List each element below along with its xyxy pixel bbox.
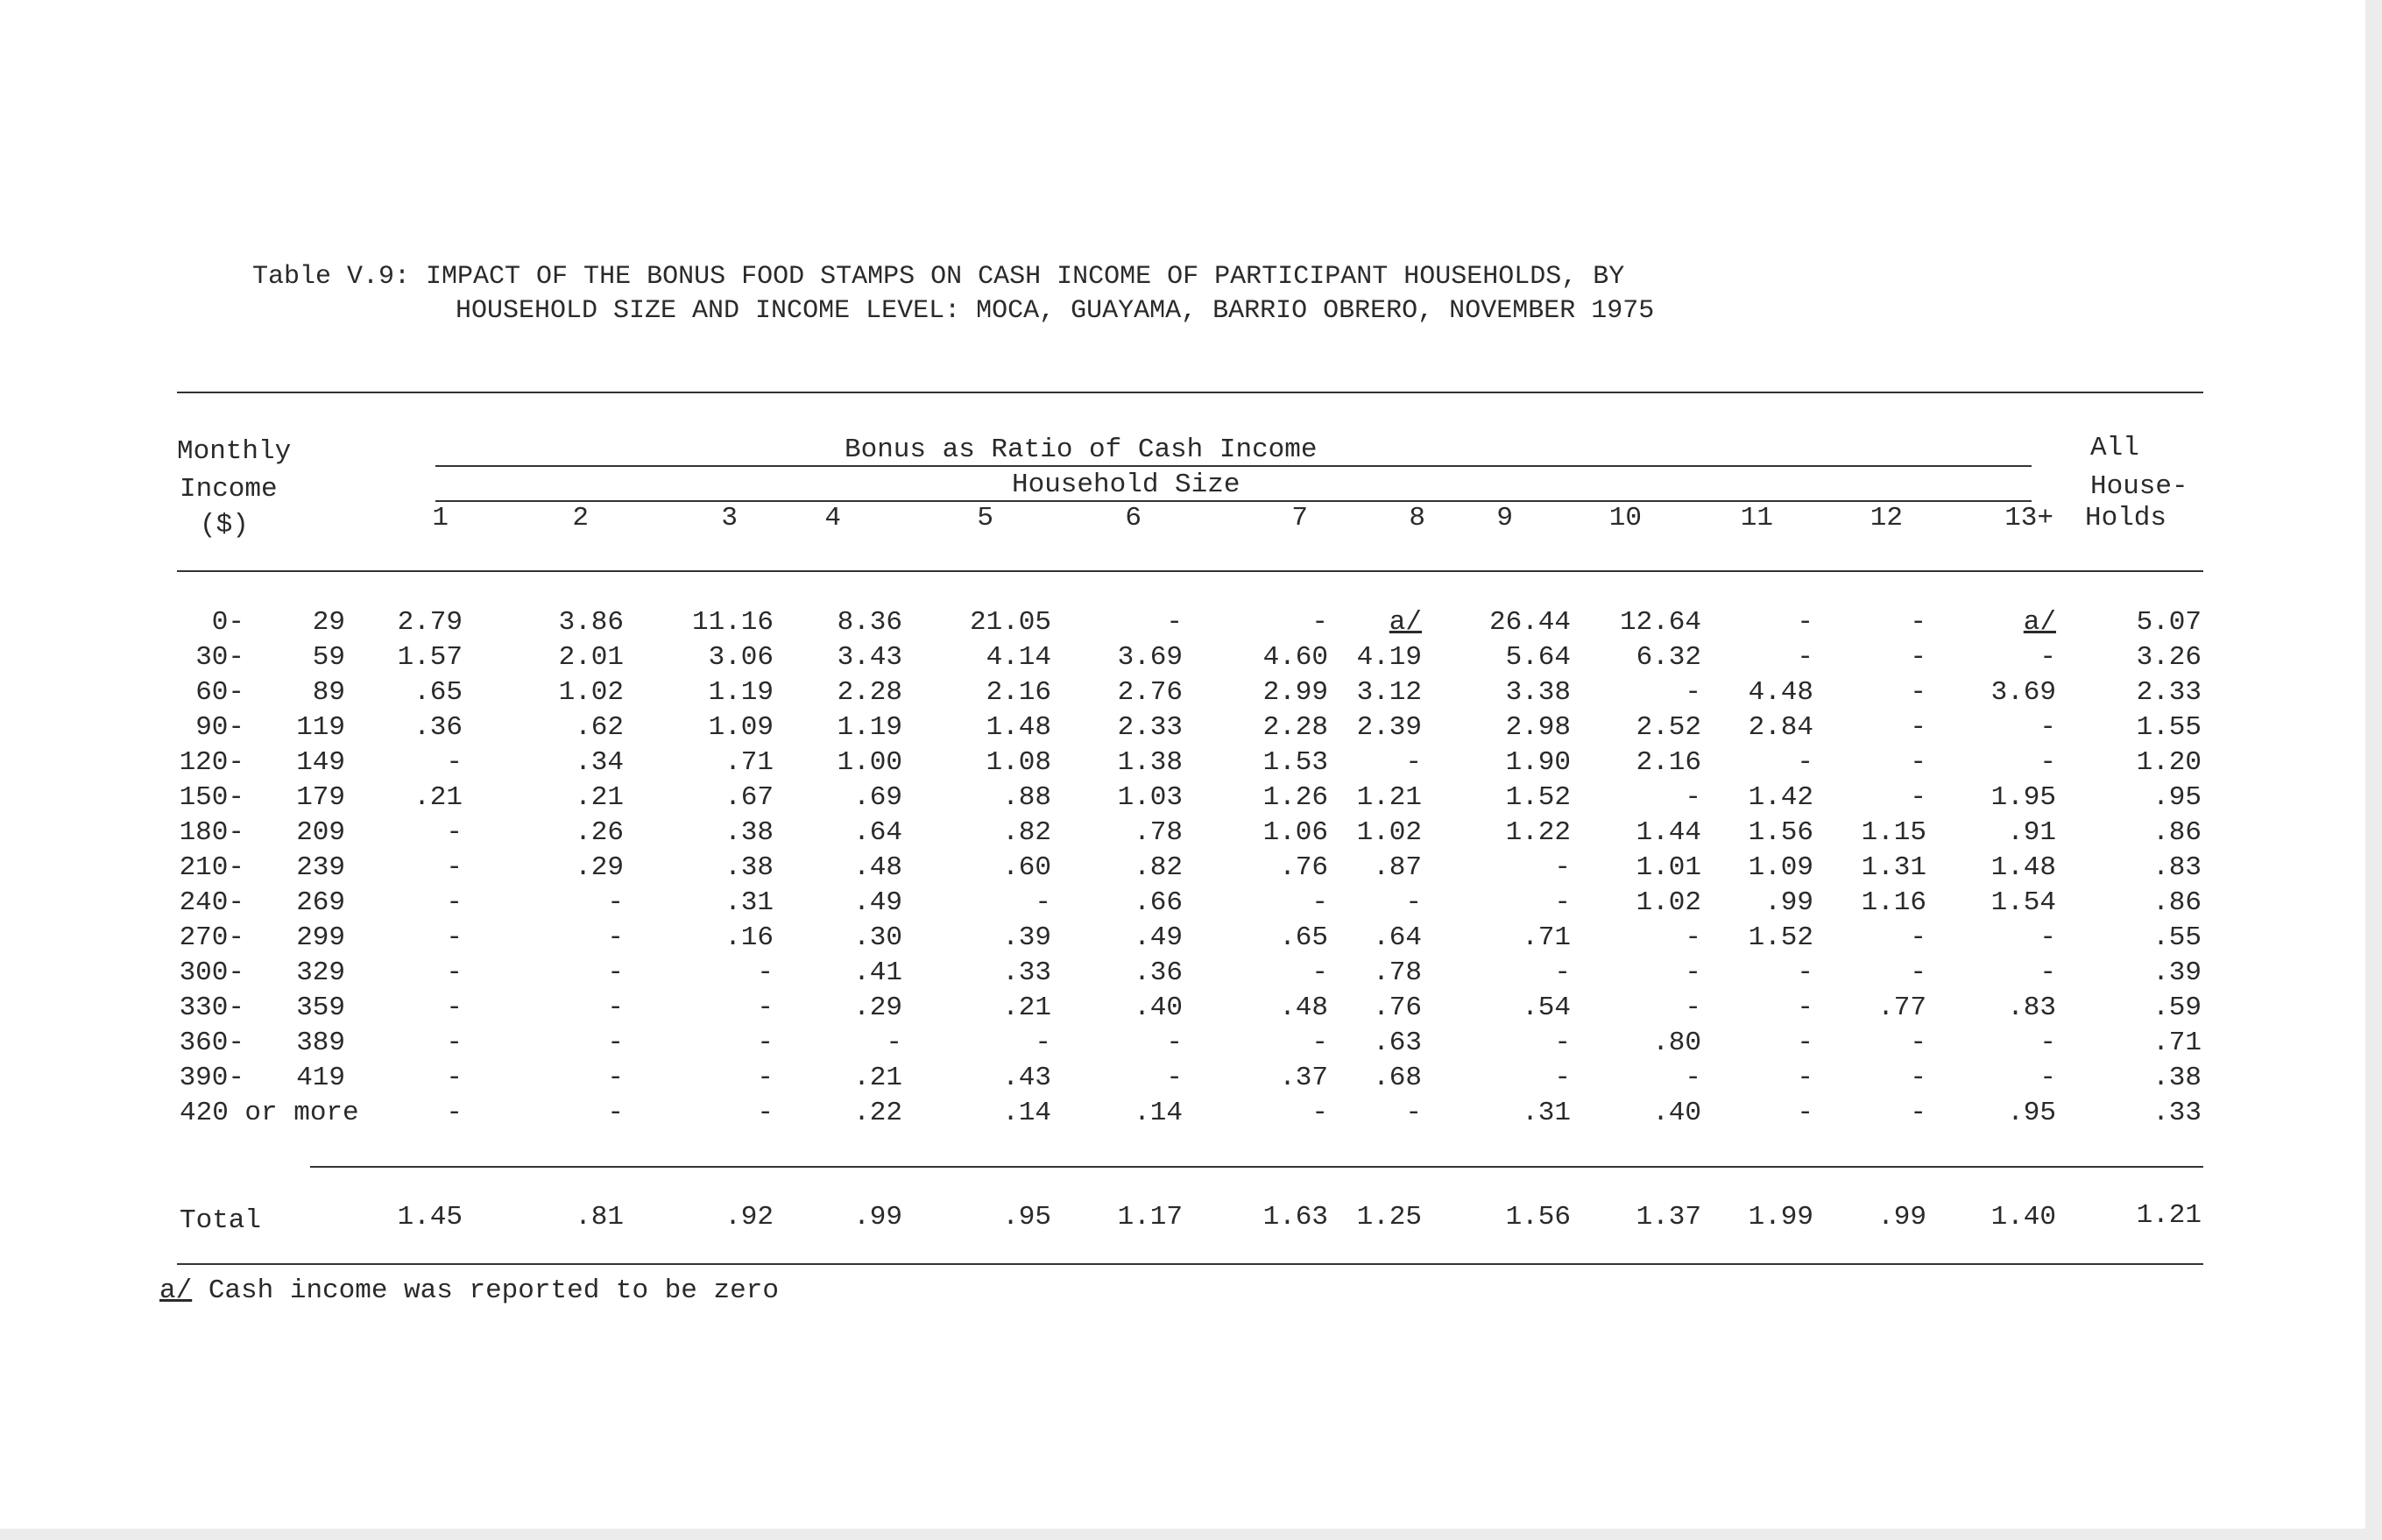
table-cell: - <box>1554 1063 1571 1093</box>
table-cell: - <box>1035 887 1051 918</box>
table-cell: 1.02 <box>1356 817 1422 848</box>
column-header-4: 4 <box>824 503 841 533</box>
table-cell: - <box>1554 957 1571 988</box>
row-income-from: 390- <box>179 1063 244 1093</box>
column-header-8: 8 <box>1409 503 1425 533</box>
row-income-to: 119 <box>296 712 345 743</box>
table-cell: 1.26 <box>1262 782 1328 813</box>
table-cell: a/ <box>1389 607 1422 638</box>
table-cell: .40 <box>1652 1098 1701 1128</box>
table-cell: 2.16 <box>1636 747 1701 778</box>
table-cell: .21 <box>575 782 624 813</box>
table-cell: .64 <box>1373 922 1422 953</box>
all-households-cell: .38 <box>2152 1063 2202 1093</box>
row-income-to: 149 <box>296 747 345 778</box>
table-cell: - <box>757 993 774 1023</box>
table-cell: - <box>1554 887 1571 918</box>
row-income-to: 419 <box>296 1063 345 1093</box>
table-cell: .65 <box>413 677 463 708</box>
total-cell: 1.17 <box>1117 1202 1183 1233</box>
top-rule <box>177 392 2203 393</box>
table-cell: 3.43 <box>837 642 902 673</box>
table-cell: 1.09 <box>1748 852 1813 883</box>
table-cell: - <box>1910 642 1926 673</box>
table-cell: 2.79 <box>397 607 463 638</box>
header-bottom-rule <box>177 570 2203 572</box>
table-cell: - <box>1311 957 1328 988</box>
table-cell: 1.56 <box>1748 817 1813 848</box>
table-cell: 1.15 <box>1861 817 1926 848</box>
row-income-to: 389 <box>296 1028 345 1058</box>
table-cell: 1.19 <box>708 677 774 708</box>
table-cell: - <box>757 1028 774 1058</box>
table-cell: .29 <box>575 852 624 883</box>
page-edge-bottom <box>0 1529 2382 1540</box>
table-cell: - <box>1311 1028 1328 1058</box>
table-cell: .64 <box>853 817 902 848</box>
row-income-label: 420 or more <box>180 1098 359 1128</box>
table-cell: .21 <box>853 1063 902 1093</box>
table-cell: .87 <box>1373 852 1422 883</box>
table-cell: .77 <box>1877 993 1926 1023</box>
table-cell: 1.90 <box>1505 747 1571 778</box>
table-cell: .65 <box>1279 922 1328 953</box>
table-cell: 2.52 <box>1636 712 1701 743</box>
table-cell: .21 <box>413 782 463 813</box>
table-cell: - <box>1910 607 1926 638</box>
table-cell: 2.39 <box>1356 712 1422 743</box>
total-cell: 1.63 <box>1262 1202 1328 1233</box>
table-cell: .62 <box>575 712 624 743</box>
table-cell: .71 <box>724 747 774 778</box>
table-cell: - <box>886 1028 902 1058</box>
row-income-from: 120- <box>179 747 244 778</box>
all-header-line3: Holds <box>2085 503 2167 533</box>
table-cell: .33 <box>1002 957 1051 988</box>
table-cell: .49 <box>1134 922 1183 953</box>
table-cell: - <box>607 1028 624 1058</box>
table-cell: - <box>1685 1063 1701 1093</box>
table-cell: - <box>446 922 463 953</box>
table-cell: - <box>446 747 463 778</box>
all-header-line2: House- <box>2090 471 2188 502</box>
table-cell: - <box>446 817 463 848</box>
table-cell: .67 <box>724 782 774 813</box>
total-cell: .99 <box>853 1202 902 1233</box>
table-cell: 5.64 <box>1505 642 1571 673</box>
table-cell: 6.32 <box>1636 642 1701 673</box>
table-cell: - <box>1910 782 1926 813</box>
table-cell: .22 <box>853 1098 902 1128</box>
table-cell: 1.38 <box>1117 747 1183 778</box>
row-label-header-line3: ($) <box>200 510 249 540</box>
row-income-to: 29 <box>312 607 345 638</box>
table-cell: - <box>607 1098 624 1128</box>
table-cell: - <box>757 957 774 988</box>
table-cell: 4.14 <box>986 642 1051 673</box>
table-cell: 2.98 <box>1505 712 1571 743</box>
table-cell: 8.36 <box>837 607 902 638</box>
table-cell: 4.48 <box>1748 677 1813 708</box>
table-cell: .48 <box>853 852 902 883</box>
all-households-cell: .71 <box>2152 1028 2202 1058</box>
row-label-header-line1: Monthly <box>177 436 292 467</box>
table-cell: 1.06 <box>1262 817 1328 848</box>
table-cell: - <box>757 1098 774 1128</box>
column-header-5: 5 <box>977 503 993 533</box>
table-cell: - <box>446 887 463 918</box>
table-cell: 1.22 <box>1505 817 1571 848</box>
table-cell: 11.16 <box>691 607 774 638</box>
total-cell: 1.45 <box>397 1202 463 1233</box>
column-header-12: 12 <box>1870 503 1903 533</box>
table-cell: - <box>446 1028 463 1058</box>
table-cell: 2.01 <box>558 642 624 673</box>
table-cell: - <box>1910 1028 1926 1058</box>
total-cell: .81 <box>575 1202 624 1233</box>
table-cell: 1.19 <box>837 712 902 743</box>
table-cell: 1.03 <box>1117 782 1183 813</box>
table-cell: 4.19 <box>1356 642 1422 673</box>
table-cell: .31 <box>1522 1098 1571 1128</box>
table-cell: 1.48 <box>986 712 1051 743</box>
table-cell: - <box>2039 922 2056 953</box>
all-households-cell: .83 <box>2152 852 2202 883</box>
table-cell: 1.52 <box>1748 922 1813 953</box>
table-cell: 1.42 <box>1748 782 1813 813</box>
table-cell: - <box>1685 782 1701 813</box>
bottom-rule <box>177 1263 2203 1265</box>
all-households-cell: 5.07 <box>2136 607 2202 638</box>
table-cell: .29 <box>853 993 902 1023</box>
row-income-from: 240- <box>179 887 244 918</box>
table-cell: - <box>446 852 463 883</box>
table-cell: - <box>1797 642 1813 673</box>
table-cell: - <box>1797 993 1813 1023</box>
all-households-cell: .95 <box>2152 782 2202 813</box>
table-cell: .30 <box>853 922 902 953</box>
table-cell: .38 <box>724 852 774 883</box>
page-edge-right <box>2365 0 2382 1540</box>
table-cell: - <box>1405 747 1422 778</box>
table-title-line1: Table V.9: IMPACT OF THE BONUS FOOD STAMPS ON CASH INCOME OF PARTICIPANT HOUSEHOLDS, BY <box>252 262 1625 292</box>
table-cell: .82 <box>1002 817 1051 848</box>
table-cell: - <box>2039 642 2056 673</box>
table-cell: - <box>1797 957 1813 988</box>
table-cell: .43 <box>1002 1063 1051 1093</box>
table-cell: - <box>2039 747 2056 778</box>
table-cell: 3.69 <box>1990 677 2056 708</box>
table-cell: 2.99 <box>1262 677 1328 708</box>
total-cell: 1.40 <box>1990 1202 2056 1233</box>
table-cell: - <box>2039 1063 2056 1093</box>
span-rule <box>435 465 2032 467</box>
table-cell: .82 <box>1134 852 1183 883</box>
table-cell: - <box>1035 1028 1051 1058</box>
table-cell: 1.08 <box>986 747 1051 778</box>
table-cell: - <box>1166 1028 1183 1058</box>
table-cell: .91 <box>2007 817 2056 848</box>
row-income-from: 60- <box>195 677 244 708</box>
column-header-6: 6 <box>1125 503 1142 533</box>
table-cell: - <box>1910 747 1926 778</box>
table-cell: 4.60 <box>1262 642 1328 673</box>
table-cell: 1.01 <box>1636 852 1701 883</box>
table-cell: 2.28 <box>1262 712 1328 743</box>
table-cell: 3.06 <box>708 642 774 673</box>
row-label-header-line2: Income <box>180 474 278 505</box>
column-header-9: 9 <box>1496 503 1513 533</box>
column-header-2: 2 <box>572 503 589 533</box>
footnote-marker: a/ <box>159 1275 193 1306</box>
total-cell: .99 <box>1877 1202 1926 1233</box>
row-income-to: 89 <box>312 677 345 708</box>
column-header-10: 10 <box>1608 503 1642 533</box>
table-cell: .41 <box>853 957 902 988</box>
table-cell: - <box>1311 887 1328 918</box>
row-income-to: 179 <box>296 782 345 813</box>
column-header-13plus: 13+ <box>2004 503 2053 533</box>
table-cell: .38 <box>724 817 774 848</box>
table-cell: 1.48 <box>1990 852 2056 883</box>
table-cell: 2.76 <box>1117 677 1183 708</box>
table-cell: - <box>446 1063 463 1093</box>
table-cell: .36 <box>413 712 463 743</box>
table-cell: .78 <box>1134 817 1183 848</box>
table-cell: - <box>1166 607 1183 638</box>
all-header-line1: All <box>2090 433 2139 463</box>
table-cell: 2.33 <box>1117 712 1183 743</box>
table-cell: - <box>1685 677 1701 708</box>
table-cell: .14 <box>1002 1098 1051 1128</box>
table-cell: - <box>1311 1098 1328 1128</box>
row-income-to: 329 <box>296 957 345 988</box>
table-cell: .63 <box>1373 1028 1422 1058</box>
table-cell: .76 <box>1279 852 1328 883</box>
table-cell: 3.69 <box>1117 642 1183 673</box>
table-cell: - <box>1685 957 1701 988</box>
table-cell: - <box>607 887 624 918</box>
table-cell: .40 <box>1134 993 1183 1023</box>
table-cell: .66 <box>1134 887 1183 918</box>
row-income-from: 180- <box>179 817 244 848</box>
table-cell: 1.02 <box>1636 887 1701 918</box>
table-cell: .34 <box>575 747 624 778</box>
table-cell: - <box>2039 712 2056 743</box>
table-cell: 1.95 <box>1990 782 2056 813</box>
table-cell: - <box>1910 677 1926 708</box>
table-cell: 1.09 <box>708 712 774 743</box>
table-cell: - <box>1797 607 1813 638</box>
table-cell: .71 <box>1522 922 1571 953</box>
table-cell: .16 <box>724 922 774 953</box>
table-cell: a/ <box>2023 607 2056 638</box>
table-cell: .49 <box>853 887 902 918</box>
table-cell: - <box>1405 1098 1422 1128</box>
table-cell: .68 <box>1373 1063 1422 1093</box>
table-cell: .80 <box>1652 1028 1701 1058</box>
table-title-line2: HOUSEHOLD SIZE AND INCOME LEVEL: MOCA, GUAYAMA, BARRIO OBRERO, NOVEMBER 1975 <box>456 296 1655 326</box>
table-cell: .95 <box>2007 1098 2056 1128</box>
table-cell: .21 <box>1002 993 1051 1023</box>
table-cell: 3.12 <box>1356 677 1422 708</box>
subspan-header-household-size: Household Size <box>1012 470 1240 500</box>
table-cell: - <box>1910 1063 1926 1093</box>
table-cell: 2.28 <box>837 677 902 708</box>
table-cell: 1.31 <box>1861 852 1926 883</box>
all-households-cell: .33 <box>2152 1098 2202 1128</box>
table-cell: - <box>1797 1028 1813 1058</box>
table-cell: - <box>446 1098 463 1128</box>
table-cell: - <box>1685 922 1701 953</box>
table-cell: 26.44 <box>1488 607 1571 638</box>
table-cell: .36 <box>1134 957 1183 988</box>
table-cell: - <box>1554 1028 1571 1058</box>
table-cell: 12.64 <box>1619 607 1701 638</box>
table-cell: .54 <box>1522 993 1571 1023</box>
all-households-cell: .59 <box>2152 993 2202 1023</box>
table-cell: - <box>1405 887 1422 918</box>
table-cell: 3.38 <box>1505 677 1571 708</box>
table-cell: 1.57 <box>397 642 463 673</box>
table-cell: - <box>1166 1063 1183 1093</box>
table-cell: 1.21 <box>1356 782 1422 813</box>
all-households-cell: 3.26 <box>2136 642 2202 673</box>
table-cell: .14 <box>1134 1098 1183 1128</box>
row-income-to: 59 <box>312 642 345 673</box>
total-cell: 1.56 <box>1505 1202 1571 1233</box>
column-header-7: 7 <box>1291 503 1308 533</box>
row-income-from: 0- <box>211 607 244 638</box>
row-income-to: 209 <box>296 817 345 848</box>
row-income-to: 239 <box>296 852 345 883</box>
table-cell: 1.54 <box>1990 887 2056 918</box>
table-cell: .31 <box>724 887 774 918</box>
table-cell: 2.84 <box>1748 712 1813 743</box>
table-cell: .99 <box>1764 887 1813 918</box>
table-cell: - <box>757 1063 774 1093</box>
table-cell: - <box>1797 1098 1813 1128</box>
row-income-to: 299 <box>296 922 345 953</box>
column-header-3: 3 <box>721 503 738 533</box>
row-income-from: 270- <box>179 922 244 953</box>
all-households-cell: .39 <box>2152 957 2202 988</box>
table-cell: - <box>446 957 463 988</box>
all-households-cell: 2.33 <box>2136 677 2202 708</box>
footnote <box>159 1275 779 1307</box>
table-cell: - <box>1685 993 1701 1023</box>
table-cell: - <box>2039 1028 2056 1058</box>
all-households-cell: 1.20 <box>2136 747 2202 778</box>
row-income-from: 150- <box>179 782 244 813</box>
table-cell: - <box>1910 922 1926 953</box>
table-cell: .76 <box>1373 993 1422 1023</box>
all-households-cell: .86 <box>2152 817 2202 848</box>
row-income-from: 360- <box>179 1028 244 1058</box>
total-cell: .92 <box>724 1202 774 1233</box>
table-cell: - <box>1910 712 1926 743</box>
table-cell: .26 <box>575 817 624 848</box>
total-cell: .95 <box>1002 1202 1051 1233</box>
row-income-to: 359 <box>296 993 345 1023</box>
table-cell: - <box>607 922 624 953</box>
table-cell: 2.16 <box>986 677 1051 708</box>
row-income-from: 210- <box>179 852 244 883</box>
table-cell: 1.53 <box>1262 747 1328 778</box>
table-cell: - <box>1311 607 1328 638</box>
table-cell: 1.16 <box>1861 887 1926 918</box>
table-cell: - <box>1910 957 1926 988</box>
table-cell: 3.86 <box>558 607 624 638</box>
table-cell: .78 <box>1373 957 1422 988</box>
row-income-from: 90- <box>195 712 244 743</box>
subspan-rule <box>435 500 2032 502</box>
table-cell: .37 <box>1279 1063 1328 1093</box>
table-cell: .83 <box>2007 993 2056 1023</box>
table-cell: 1.00 <box>837 747 902 778</box>
table-cell: - <box>607 993 624 1023</box>
table-cell: .88 <box>1002 782 1051 813</box>
table-cell: .69 <box>853 782 902 813</box>
table-cell: - <box>2039 957 2056 988</box>
row-income-from: 300- <box>179 957 244 988</box>
table-cell: - <box>1797 747 1813 778</box>
all-households-cell: .86 <box>2152 887 2202 918</box>
table-cell: .39 <box>1002 922 1051 953</box>
total-cell: 1.99 <box>1748 1202 1813 1233</box>
all-households-cell: 1.55 <box>2136 712 2202 743</box>
table-cell: - <box>1910 1098 1926 1128</box>
table-cell: - <box>446 993 463 1023</box>
row-income-to: 269 <box>296 887 345 918</box>
table-cell: 21.05 <box>969 607 1051 638</box>
table-cell: - <box>607 1063 624 1093</box>
table-cell: 1.44 <box>1636 817 1701 848</box>
total-all-households-cell: 1.21 <box>2136 1200 2202 1231</box>
row-income-from: 330- <box>179 993 244 1023</box>
footnote-text: Cash income was reported to be zero <box>192 1275 779 1306</box>
all-households-cell: .55 <box>2152 922 2202 953</box>
total-label: Total <box>180 1205 262 1236</box>
table-cell: .48 <box>1279 993 1328 1023</box>
table-cell: .60 <box>1002 852 1051 883</box>
table-cell: 1.52 <box>1505 782 1571 813</box>
row-income-from: 30- <box>195 642 244 673</box>
total-rule <box>310 1166 2203 1168</box>
table-cell: - <box>607 957 624 988</box>
column-header-1: 1 <box>432 503 449 533</box>
column-header-11: 11 <box>1740 503 1773 533</box>
table-cell: - <box>1554 852 1571 883</box>
total-cell: 1.25 <box>1356 1202 1422 1233</box>
table-cell: 1.02 <box>558 677 624 708</box>
table-cell: - <box>1797 1063 1813 1093</box>
span-header-bonus-ratio: Bonus as Ratio of Cash Income <box>845 434 1318 465</box>
total-cell: 1.37 <box>1636 1202 1701 1233</box>
